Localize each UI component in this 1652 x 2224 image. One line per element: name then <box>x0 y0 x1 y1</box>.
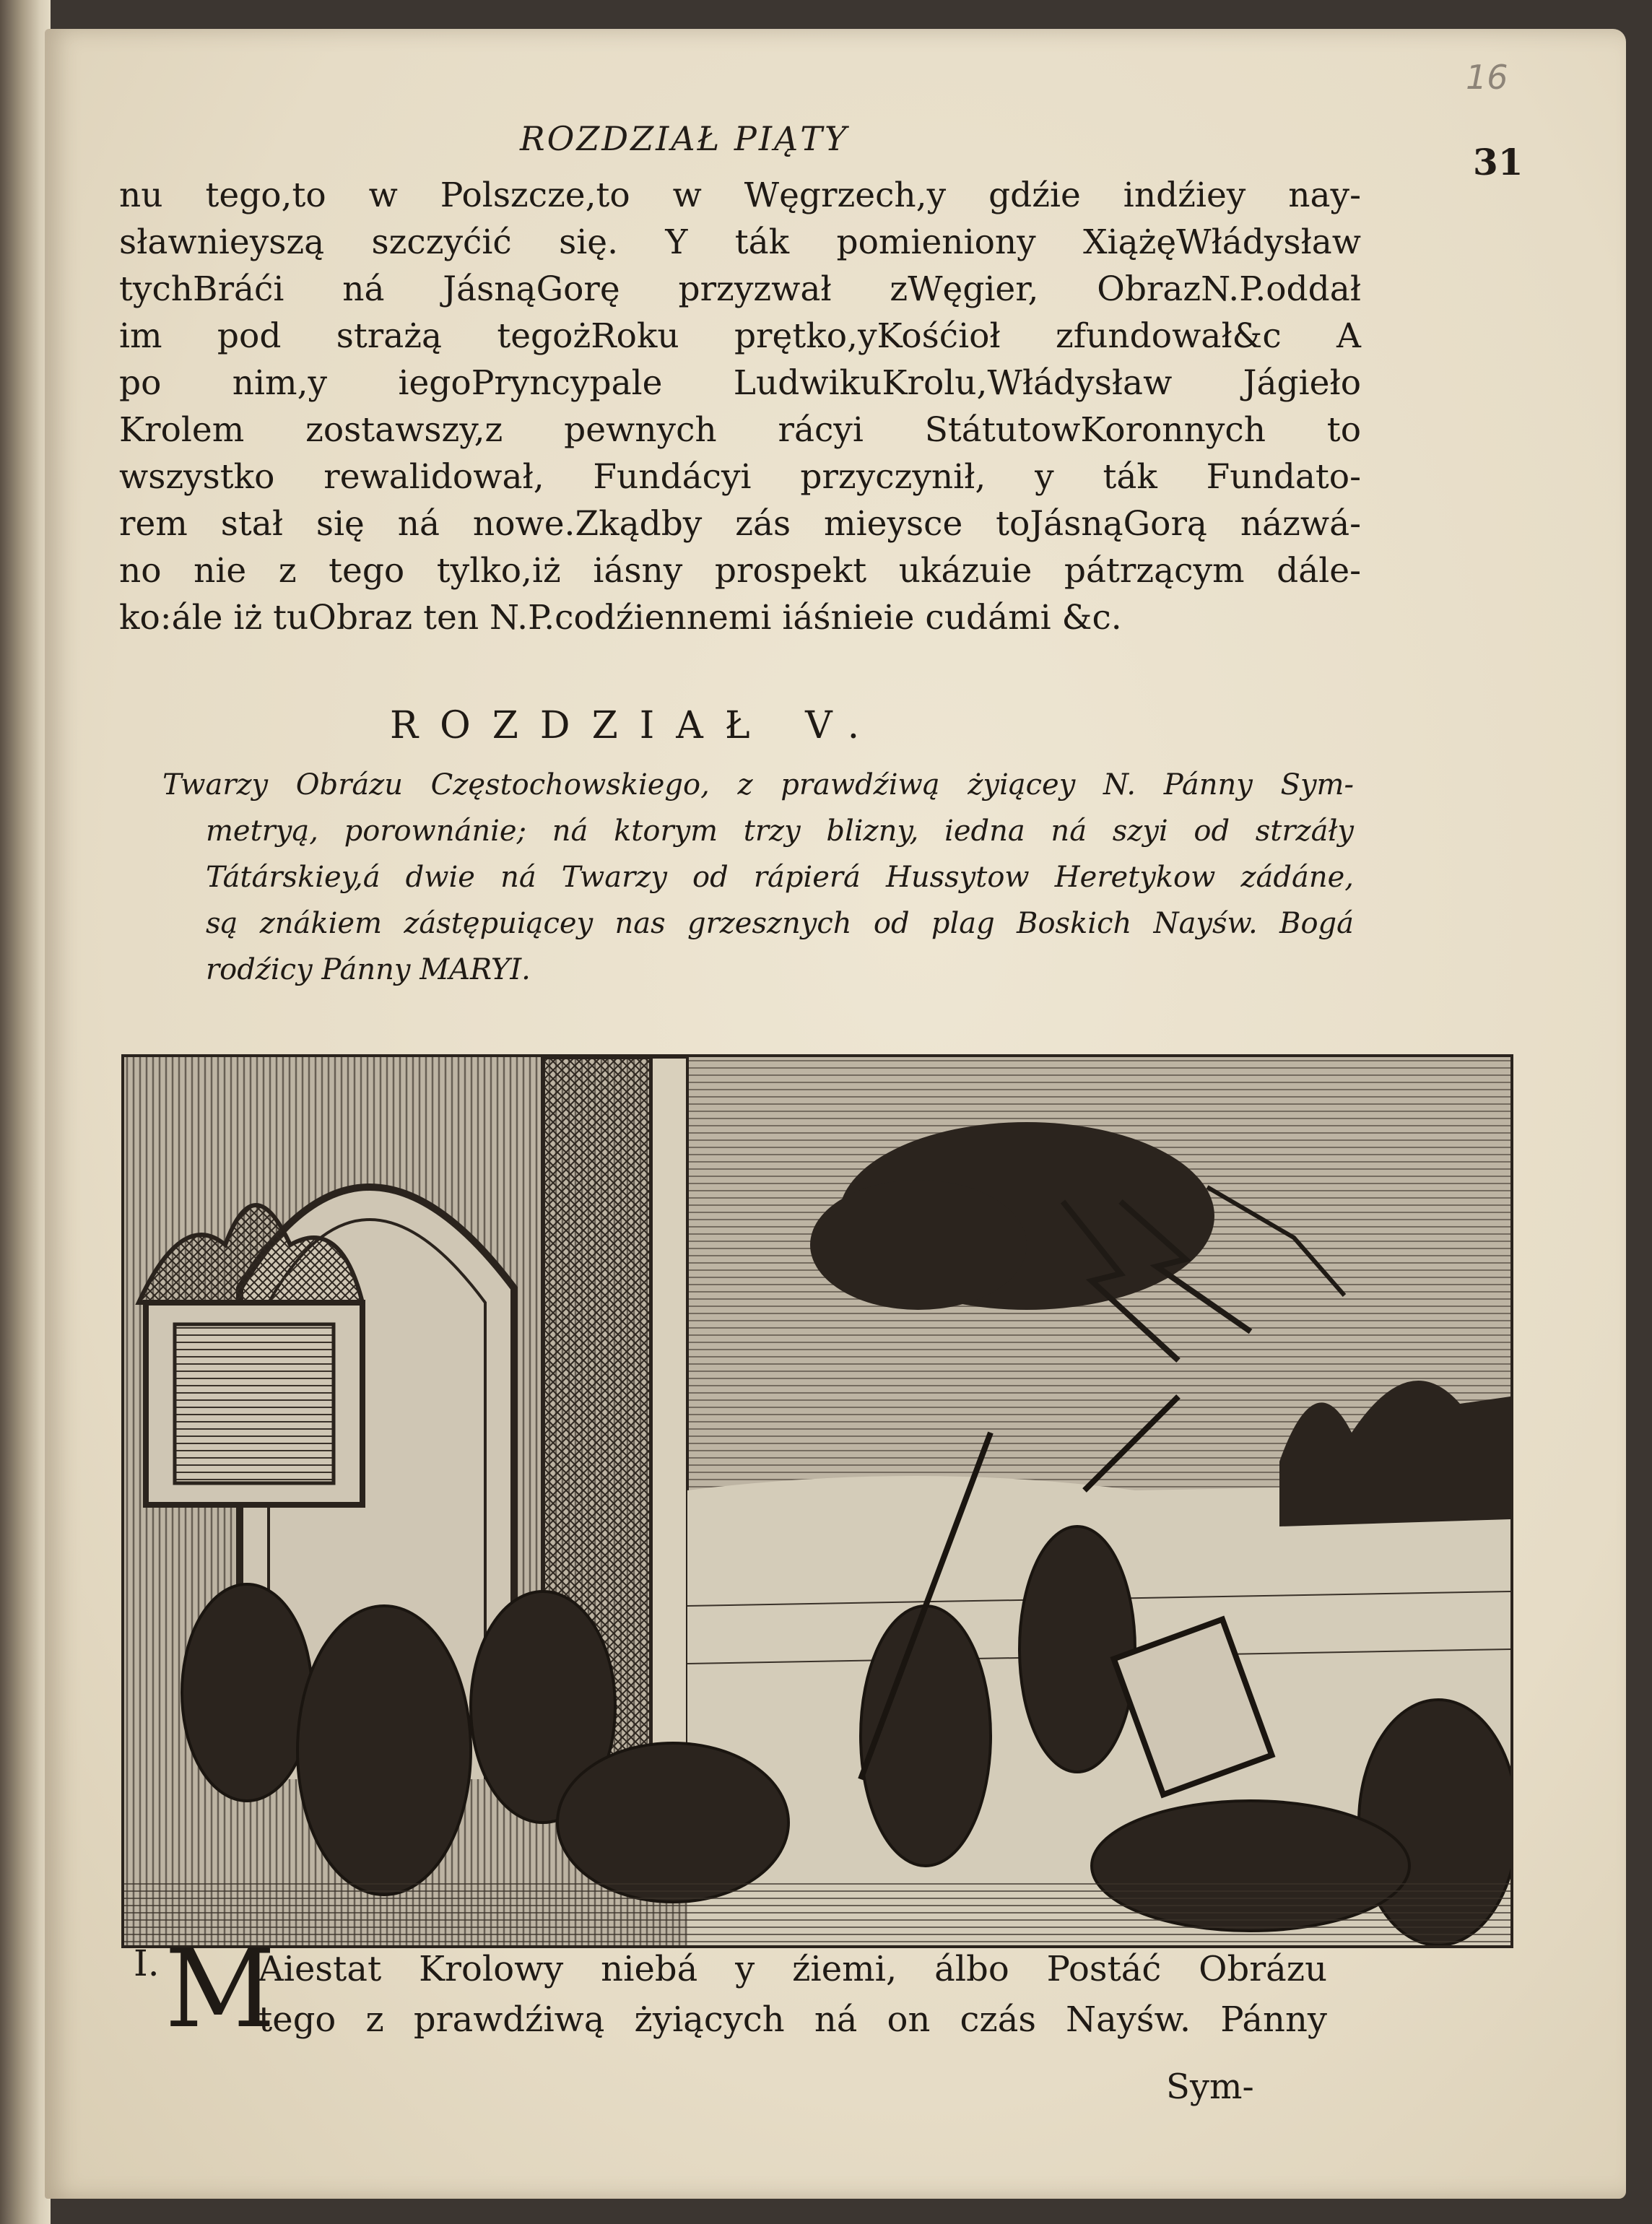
chapter-summary <box>162 762 1354 993</box>
summary-line: rodźicy Pánny MARYI. <box>206 953 531 986</box>
summary-line: Twarzy Obrázu Częstochowskiego, z prawdźiwą żyiącey N. Pánny Sym- <box>162 768 1354 802</box>
text-line: ko:ále iż tuObraz ten N.P.codźiennemi iáśnieie cudámi &c. <box>119 598 1122 638</box>
altar-frame <box>139 1205 362 1505</box>
text-line: no nie z tego tylko,iż iásny prospekt ukázuie pátrzącym dále- <box>119 551 1361 591</box>
text-line: Krolem zostawszy,z pewnych rácyi StátutowKoronnych to <box>119 410 1361 450</box>
text-line: Aiestat Krolowy niebá y źiemi, álbo Postáć Obrázu <box>258 1949 1327 1989</box>
folio-pencil-mark: 16 <box>1466 58 1508 97</box>
text-line: nu tego,to w Polszcze,to w Węgrzech,y gdźie indźiey nay- <box>119 175 1361 215</box>
text-line: wszystko rewalidował, Fundácyi przyczynił, y ták Fundato- <box>119 457 1361 497</box>
page-number: 31 <box>1473 141 1523 183</box>
summary-line: są znákiem zástępuiącey nas grzesznych od plag Boskich Nayśw. Bogá <box>206 907 1354 940</box>
engraving-illustration <box>121 1054 1513 1948</box>
running-head: ROZDZIAŁ PIĄTY <box>520 119 849 158</box>
text-line: tychBráći ná JásnąGorę przyzwał zWęgier, ObrazN.P.oddał <box>119 269 1361 309</box>
catchword: Sym- <box>1166 2067 1254 2107</box>
engraving-drawing <box>124 1057 1510 1945</box>
body-paragraph <box>119 172 1361 641</box>
drop-cap: M <box>165 1927 276 2052</box>
text-line: rem stał się ná nowe.Zkądby zás mieysce toJásnąGorą názwá- <box>119 504 1361 544</box>
section-number: I. <box>134 1942 160 1984</box>
text-line: im pod strażą tegożRoku prętko,yKośćioł zfundował&c A <box>119 316 1361 356</box>
text-line: tego z prawdźiwą żyiących ná on czás Nayśw. Pánny <box>258 1999 1327 2040</box>
text-line: sławnieyszą szczyćić się. Y ták pomieniony XiążęWłádysław <box>119 222 1361 262</box>
summary-line: Tátárskiey,á dwie ná Twarzy od rápierá Hussytow Heretykow zádáne, <box>206 861 1354 894</box>
closing-paragraph <box>258 1944 1327 2045</box>
adjacent-page-edge <box>0 0 51 2224</box>
chapter-title: ROZDZIAŁ V. <box>390 704 882 747</box>
summary-line: metryą, porownánie; ná ktorym trzy blizny, iedna ná szyi od strzáły <box>206 815 1354 848</box>
text-line: po nim,y iegoPryncypale LudwikuKrolu,Włádysław Jágieło <box>119 363 1361 403</box>
